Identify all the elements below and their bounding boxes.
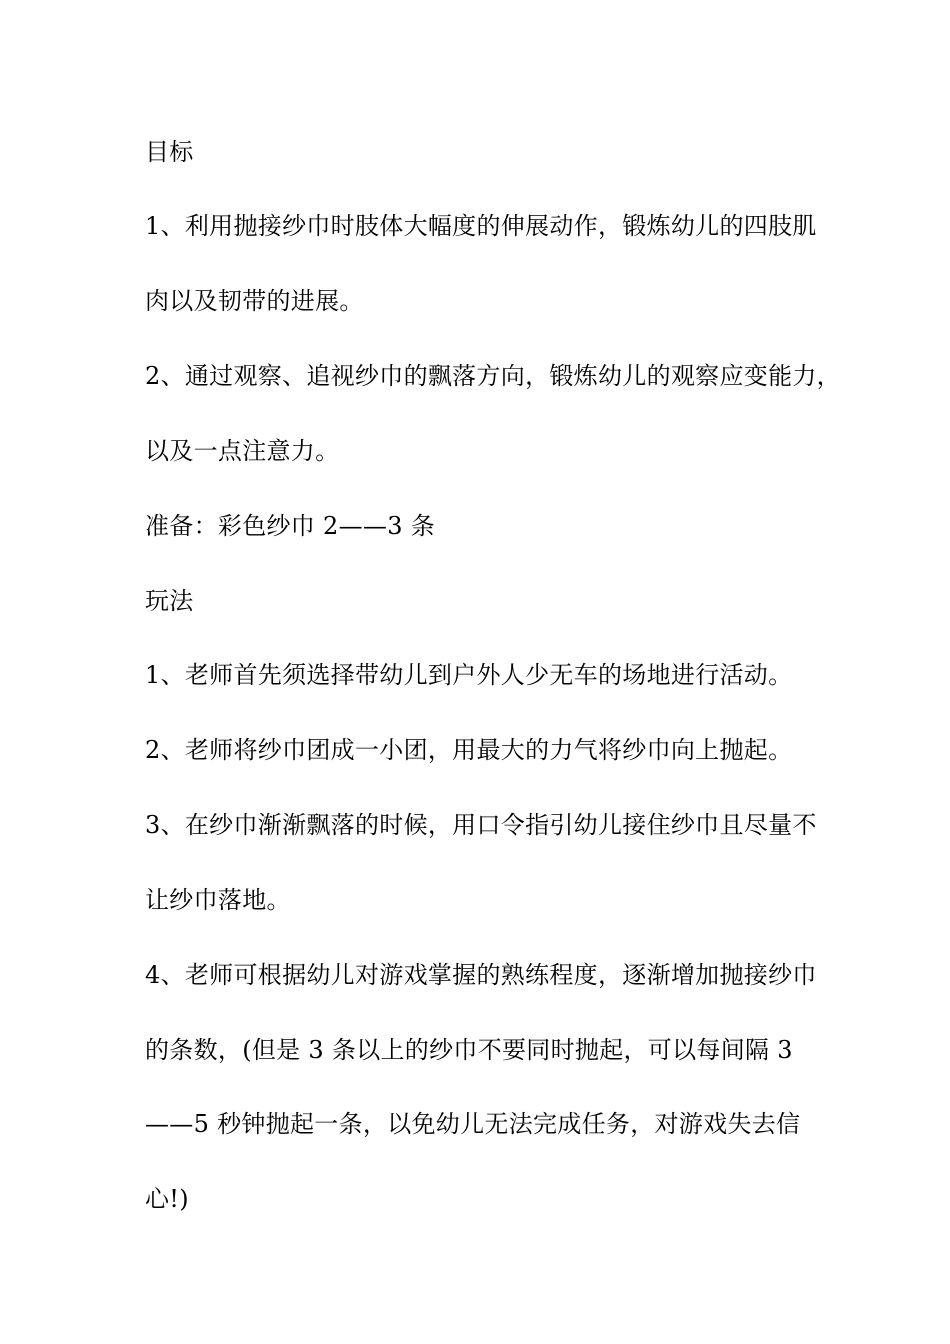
heading-goal: 目标 [145,138,194,166]
gameplay-item-4-line-2: 的条数，(但是 3 条以上的纱巾不要同时抛起，可以每间隔 3 [145,1036,793,1064]
goal-item-2-line-2: 以及一点注意力。 [145,437,340,465]
gameplay-item-4-line-1: 4、老师可根据幼儿对游戏掌握的熟练程度，逐渐增加抛接纱巾 [145,961,817,989]
gameplay-item-1: 1、老师首先须选择带幼儿到户外人少无车的场地进行活动。 [145,661,793,689]
preparation-line: 准备：彩色纱巾 2——3 条 [145,512,435,540]
gameplay-item-3-line-2: 让纱巾落地。 [145,886,291,914]
goal-item-1-line-2: 肉以及韧带的进展。 [145,287,364,315]
gameplay-item-3-line-1: 3、在纱巾渐渐飘落的时候，用口令指引幼儿接住纱巾且尽量不 [145,811,817,839]
goal-item-1-line-1: 1、利用抛接纱巾时肢体大幅度的伸展动作，锻炼幼儿的四肢肌 [145,212,817,240]
gameplay-item-2: 2、老师将纱巾团成一小团，用最大的力气将纱巾向上抛起。 [145,736,793,764]
gameplay-item-4-line-4: 心!) [145,1185,189,1213]
goal-item-2-line-1: 2、通过观察、追视纱巾的飘落方向，锻炼幼儿的观察应变能力， [145,362,841,390]
gameplay-item-4-line-3: ——5 秒钟抛起一条，以免幼儿无法完成任务，对游戏失去信 [145,1110,801,1138]
heading-gameplay: 玩法 [145,587,194,615]
